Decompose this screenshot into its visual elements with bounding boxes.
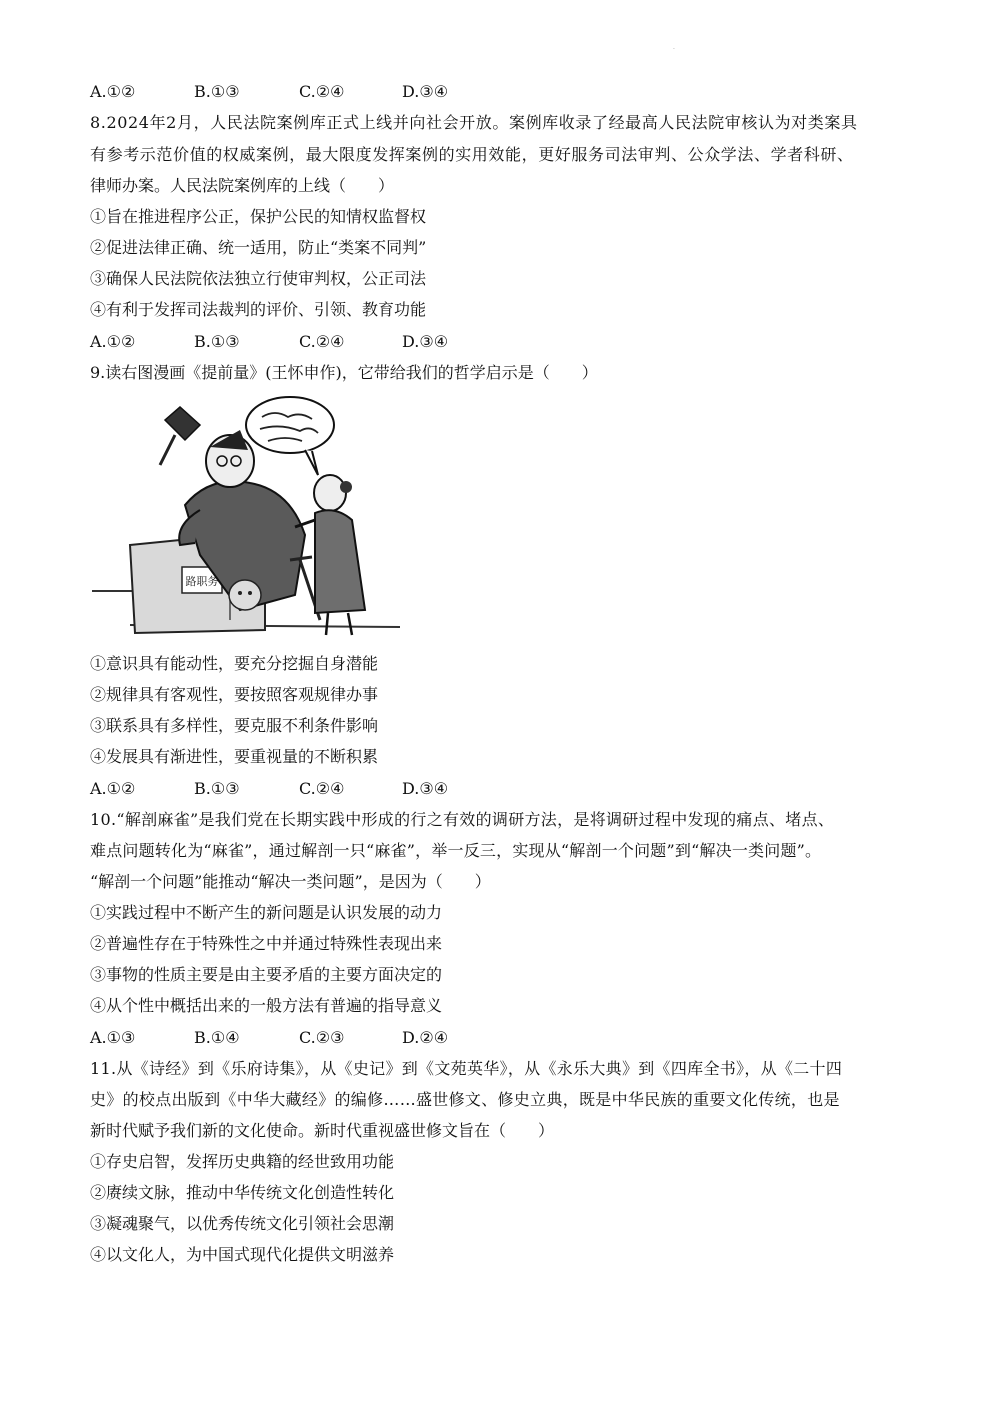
q9-item-3: ③联系具有多样性，要克服不利条件影响 <box>90 716 379 735</box>
q9-stem-line-1: 9.读右图漫画《提前量》(王怀申作)，它带给我们的哲学启示是（ ） <box>90 363 598 382</box>
q8-stem-line-2: 有参考示范价值的权威案例，最大限度发挥案例的实用效能，更好服务司法审判、公众学法、学者科研、 <box>90 145 854 164</box>
q10-option-c[interactable]: C.②③ <box>299 1028 345 1047</box>
q10-item-3: ③事物的性质主要是由主要矛盾的主要方面决定的 <box>90 965 443 984</box>
q8-item-2: ②促进法律正确、统一适用，防止“类案不同判” <box>90 238 427 257</box>
q11-stem-line-2: 史》的校点出版到《中华大藏经》的编修……盛世修文、修史立典，既是中华民族的重要文化传统，也是 <box>90 1090 840 1109</box>
q11-item-3: ③凝魂聚气，以优秀传统文化引领社会思潮 <box>90 1214 395 1233</box>
q8-option-a[interactable]: A.①② <box>90 332 136 351</box>
q8-item-4: ④有利于发挥司法裁判的评价、引领、教育功能 <box>90 300 427 319</box>
q11-item-2: ②赓续文脉，推动中华传统文化创造性转化 <box>90 1183 395 1202</box>
q11-item-1: ①存史启智，发挥历史典籍的经世致用功能 <box>90 1152 395 1171</box>
q8-item-1: ①旨在推进程序公正，保护公民的知情权监督权 <box>90 207 427 226</box>
q7-option-d[interactable]: D.③④ <box>402 82 449 101</box>
q8-option-d[interactable]: D.③④ <box>402 332 449 351</box>
q8-stem-line-1: 8.2024年2月，人民法院案例库正式上线并向社会开放。案例库收录了经最高人民法院审核认为对类案具 <box>90 113 858 132</box>
q7-option-c[interactable]: C.②④ <box>299 82 345 101</box>
cartoon-image <box>90 395 400 645</box>
q11-item-4: ④以文化人，为中国式现代化提供文明滋养 <box>90 1245 395 1264</box>
q10-option-a[interactable]: A.①③ <box>90 1028 136 1047</box>
q10-stem-line-2: 难点问题转化为“麻雀”，通过解剖一只“麻雀”，举一反三，实现从“解剖一个问题”到“解决一类问题”。 <box>90 841 822 860</box>
scan-dot: . <box>673 44 675 51</box>
q10-item-2: ②普遍性存在于特殊性之中并通过特殊性表现出来 <box>90 934 443 953</box>
q7-option-a[interactable]: A.①② <box>90 82 136 101</box>
q10-item-4: ④从个性中概括出来的一般方法有普遍的指导意义 <box>90 996 443 1015</box>
q9-option-a[interactable]: A.①② <box>90 779 136 798</box>
q9-item-1: ①意识具有能动性，要充分挖掘自身潜能 <box>90 654 379 673</box>
q11-stem-line-1: 11.从《诗经》到《乐府诗集》，从《史记》到《文苑英华》，从《永乐大典》到《四库全书》，从《二十四 <box>90 1059 843 1078</box>
q9-item-2: ②规律具有客观性，要按照客观规律办事 <box>90 685 379 704</box>
q10-stem-line-1: 10.“解剖麻雀”是我们党在长期实践中形成的行之有效的调研方法，是将调研过程中发现的痛点、堵点、 <box>90 810 835 829</box>
cartoon-box-label: 路职务 <box>185 575 219 588</box>
q11-stem-line-3: 新时代赋予我们新的文化使命。新时代重视盛世修文旨在（ ） <box>90 1121 555 1140</box>
q9-option-c[interactable]: C.②④ <box>299 779 345 798</box>
q9-option-d[interactable]: D.③④ <box>402 779 449 798</box>
q8-option-b[interactable]: B.①③ <box>194 332 240 351</box>
q8-item-3: ③确保人民法院依法独立行使审判权，公正司法 <box>90 269 427 288</box>
q9-item-4: ④发展具有渐进性，要重视量的不断积累 <box>90 747 379 766</box>
q10-stem-line-3: “解剖一个问题”能推动“解决一类问题”，是因为（ ） <box>90 872 491 891</box>
q10-option-b[interactable]: B.①④ <box>194 1028 240 1047</box>
q8-option-c[interactable]: C.②④ <box>299 332 345 351</box>
q10-item-1: ①实践过程中不断产生的新问题是认识发展的动力 <box>90 903 443 922</box>
q10-option-d[interactable]: D.②④ <box>402 1028 449 1047</box>
q7-option-b[interactable]: B.①③ <box>194 82 240 101</box>
q9-option-b[interactable]: B.①③ <box>194 779 240 798</box>
q8-stem-line-3: 律师办案。人民法院案例库的上线（ ） <box>90 176 395 195</box>
